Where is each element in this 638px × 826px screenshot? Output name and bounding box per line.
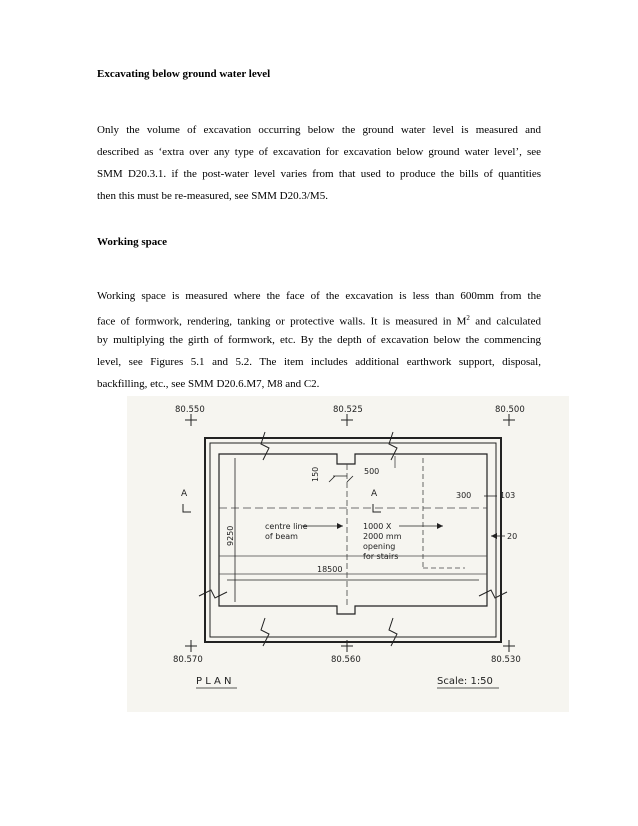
level-label-bottom-right: 80.530 <box>491 655 521 665</box>
dimension-label-20: 20 <box>507 532 518 541</box>
paragraph-line: Only the volume of excavation occurring below the ground water level is measured and <box>97 124 541 136</box>
dimension-label-300: 300 <box>456 491 472 500</box>
note-opening-size-1: 1000 X <box>363 522 392 531</box>
dimension-label-18500: 18500 <box>317 565 343 574</box>
section-label-a-mid: A <box>371 489 378 499</box>
level-label-top-mid: 80.525 <box>333 405 363 415</box>
line-text: and calculated <box>469 315 541 328</box>
level-label-bottom-left: 80.570 <box>173 655 203 665</box>
dimension-label-150: 150 <box>311 466 320 482</box>
paragraph-line <box>97 307 541 329</box>
note-centre-line: centre line <box>265 522 308 531</box>
level-label-top-right: 80.500 <box>495 405 525 415</box>
level-label-top-left: 80.550 <box>175 405 205 415</box>
plan-title: P L A N <box>196 676 232 687</box>
heading-working-space: Working space <box>97 236 167 248</box>
paragraph-working-space <box>97 285 541 395</box>
dimension-label-103: 103 <box>500 491 516 500</box>
paragraph-line: Working space is measured where the face of the excavation is less than 600mm from the <box>97 290 541 302</box>
note-for-stairs: for stairs <box>363 552 399 561</box>
dimension-label-500: 500 <box>364 467 380 476</box>
paragraph-line: level, see Figures 5.1 and 5.2. The item includes additional earthwork support, disposal, <box>97 356 541 368</box>
plan-svg <box>127 396 569 712</box>
paragraph-line: described as ‘extra over any type of excavation for excavation below ground water level’, see <box>97 146 541 158</box>
heading-excavating: Excavating below ground water level <box>97 68 271 80</box>
level-label-bottom-mid: 80.560 <box>331 655 361 665</box>
note-of-beam: of beam <box>265 532 298 541</box>
section-label-a-left: A <box>181 489 188 499</box>
dimension-label-9250: 9250 <box>226 525 235 546</box>
note-opening-size-2: 2000 mm <box>363 532 402 541</box>
line-text: face of formwork, rendering, tanking or protective walls. It is measured in M <box>97 315 467 328</box>
note-opening: opening <box>363 542 396 551</box>
plan-drawing <box>127 396 569 712</box>
paragraph-line: backfilling, etc., see SMM D20.6.M7, M8 and C2. <box>97 378 320 390</box>
plan-scale: Scale: 1:50 <box>437 676 493 687</box>
paragraph-excavating <box>97 119 541 207</box>
paragraph-line: SMM D20.3.1. if the post-water level varies from that used to produce the bills of quantities <box>97 168 541 180</box>
superscript: 2 <box>466 314 470 322</box>
paragraph-line: by multiplying the girth of formwork, etc. By the depth of excavation below the commencing <box>97 334 541 346</box>
paragraph-line: then this must be re-measured, see SMM D20.3/M5. <box>97 190 328 202</box>
